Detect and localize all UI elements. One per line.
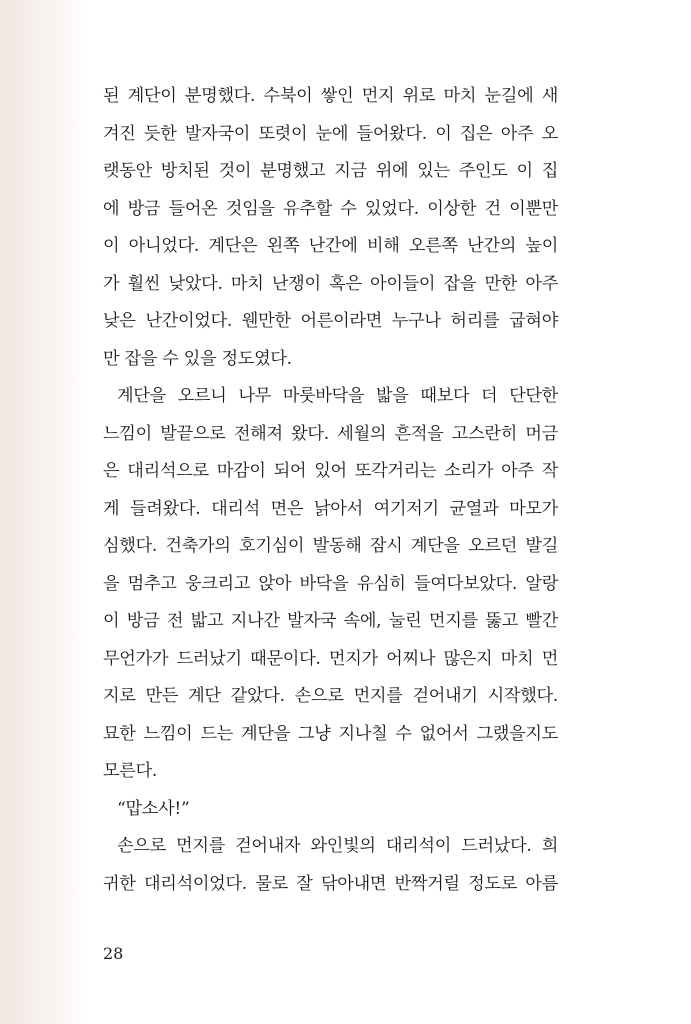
text-line: 을 멈추고 웅크리고 앉아 바닥을 유심히 들여다보았다. 알랑 xyxy=(103,573,558,594)
text-line: 느낌이 발끝으로 전해져 왔다. 세월의 흔적을 고스란히 머금 xyxy=(103,423,558,444)
text-line: 귀한 대리석이었다. 물로 잘 닦아내면 반짝거릴 정도로 아름 xyxy=(103,873,558,894)
text-line: 묘한 느낌이 드는 계단을 그냥 지나칠 수 없어서 그랬을지도 xyxy=(103,723,558,744)
dialogue-line: “맙소사!” xyxy=(117,798,190,819)
text-line: 겨진 듯한 발자국이 또렷이 눈에 들어왔다. 이 집은 아주 오 xyxy=(103,123,558,144)
text-line: 된 계단이 분명했다. 수북이 쌓인 먼지 위로 마치 눈길에 새 xyxy=(103,86,558,106)
text-line: 지로 만든 계단 같았다. 손으로 먼지를 걷어내기 시작했다. xyxy=(103,686,558,706)
text-line: 손으로 먼지를 걷어내자 와인빛의 대리석이 드러났다. 희 xyxy=(117,836,558,856)
text-line: 가 훨씬 낮았다. 마치 난쟁이 혹은 아이들이 잡을 만한 아주 xyxy=(103,273,558,294)
text-line: 모른다. xyxy=(103,761,158,781)
text-line: 만 잡을 수 있을 정도였다. xyxy=(103,348,292,369)
body-text xyxy=(103,78,558,903)
page-number: 28 xyxy=(103,944,124,963)
text-line: 이 아니었다. 계단은 왼쪽 난간에 비해 오른쪽 난간의 높이 xyxy=(103,236,558,256)
text-line: 은 대리석으로 마감이 되어 있어 또각거리는 소리가 아주 작 xyxy=(103,461,558,481)
text-line: 에 방금 들어온 것임을 유추할 수 있었다. 이상한 건 이뿐만 xyxy=(103,198,558,219)
text-line: 계단을 오르니 나무 마룻바닥을 밟을 때보다 더 단단한 xyxy=(117,386,558,406)
text-line: 게 들려왔다. 대리석 면은 낡아서 여기저기 균열과 마모가 xyxy=(103,498,558,519)
text-line: 심했다. 건축가의 호기심이 발동해 잠시 계단을 오르던 발길 xyxy=(103,536,558,556)
text-line: 낮은 난간이었다. 웬만한 어른이라면 누구나 허리를 굽혀야 xyxy=(103,311,558,331)
text-line: 이 방금 전 밟고 지나간 발자국 속에, 눌린 먼지를 뚫고 빨간 xyxy=(103,611,558,631)
text-line: 무언가가 드러났기 때문이다. 먼지가 어찌나 많은지 마치 먼 xyxy=(103,648,558,669)
text-line: 랫동안 방치된 것이 분명했고 지금 위에 있는 주인도 이 집 xyxy=(103,161,558,181)
